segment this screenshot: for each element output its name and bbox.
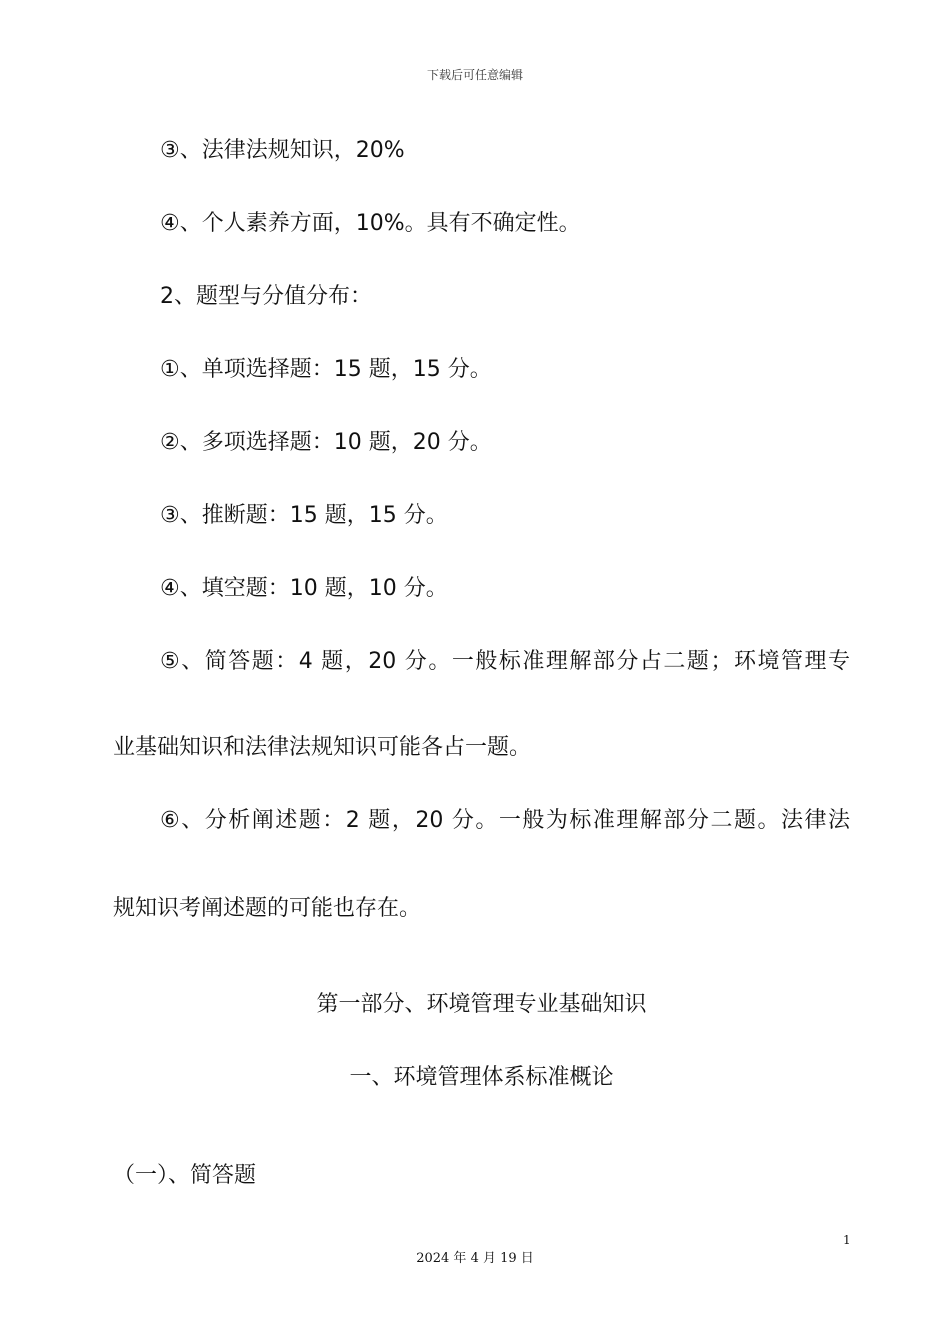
subsection-heading: （一）、简答题 xyxy=(113,1163,257,1188)
paragraph-line: ①、单项选择题：15 题，15 分。 xyxy=(160,357,492,382)
paragraph-line: 2、题型与分值分布： xyxy=(160,284,372,309)
paragraph-line: ④、个人素养方面，10%。具有不确定性。 xyxy=(160,211,581,236)
paragraph-line: ②、多项选择题：10 题，20 分。 xyxy=(160,430,492,455)
paragraph-line: 业基础知识和法律法规知识可能各占一题。 xyxy=(113,735,532,760)
section-heading: 一、环境管理体系标准概论 xyxy=(349,1065,614,1090)
paragraph-line: ⑤、简答题：4 题，20 分。一般标准理解部分占二题；环境管理专 xyxy=(160,649,850,674)
paragraph-line: ④、填空题：10 题，10 分。 xyxy=(160,576,448,601)
paragraph-line: ③、法律法规知识，20% xyxy=(160,138,405,163)
page-header: 下载后可任意编辑 xyxy=(426,68,523,82)
part-heading: 第一部分、环境管理专业基础知识 xyxy=(316,992,647,1017)
paragraph-line: ③、推断题：15 题，15 分。 xyxy=(160,503,448,528)
paragraph-line: 规知识考阐述题的可能也存在。 xyxy=(113,896,422,921)
paragraph-line: ⑥、分析阐述题：2 题，20 分。一般为标准理解部分二题。法律法 xyxy=(160,808,850,833)
footer-date: 2024 年 4 月 19 日 xyxy=(416,1251,534,1266)
page-number: 1 xyxy=(843,1233,851,1247)
